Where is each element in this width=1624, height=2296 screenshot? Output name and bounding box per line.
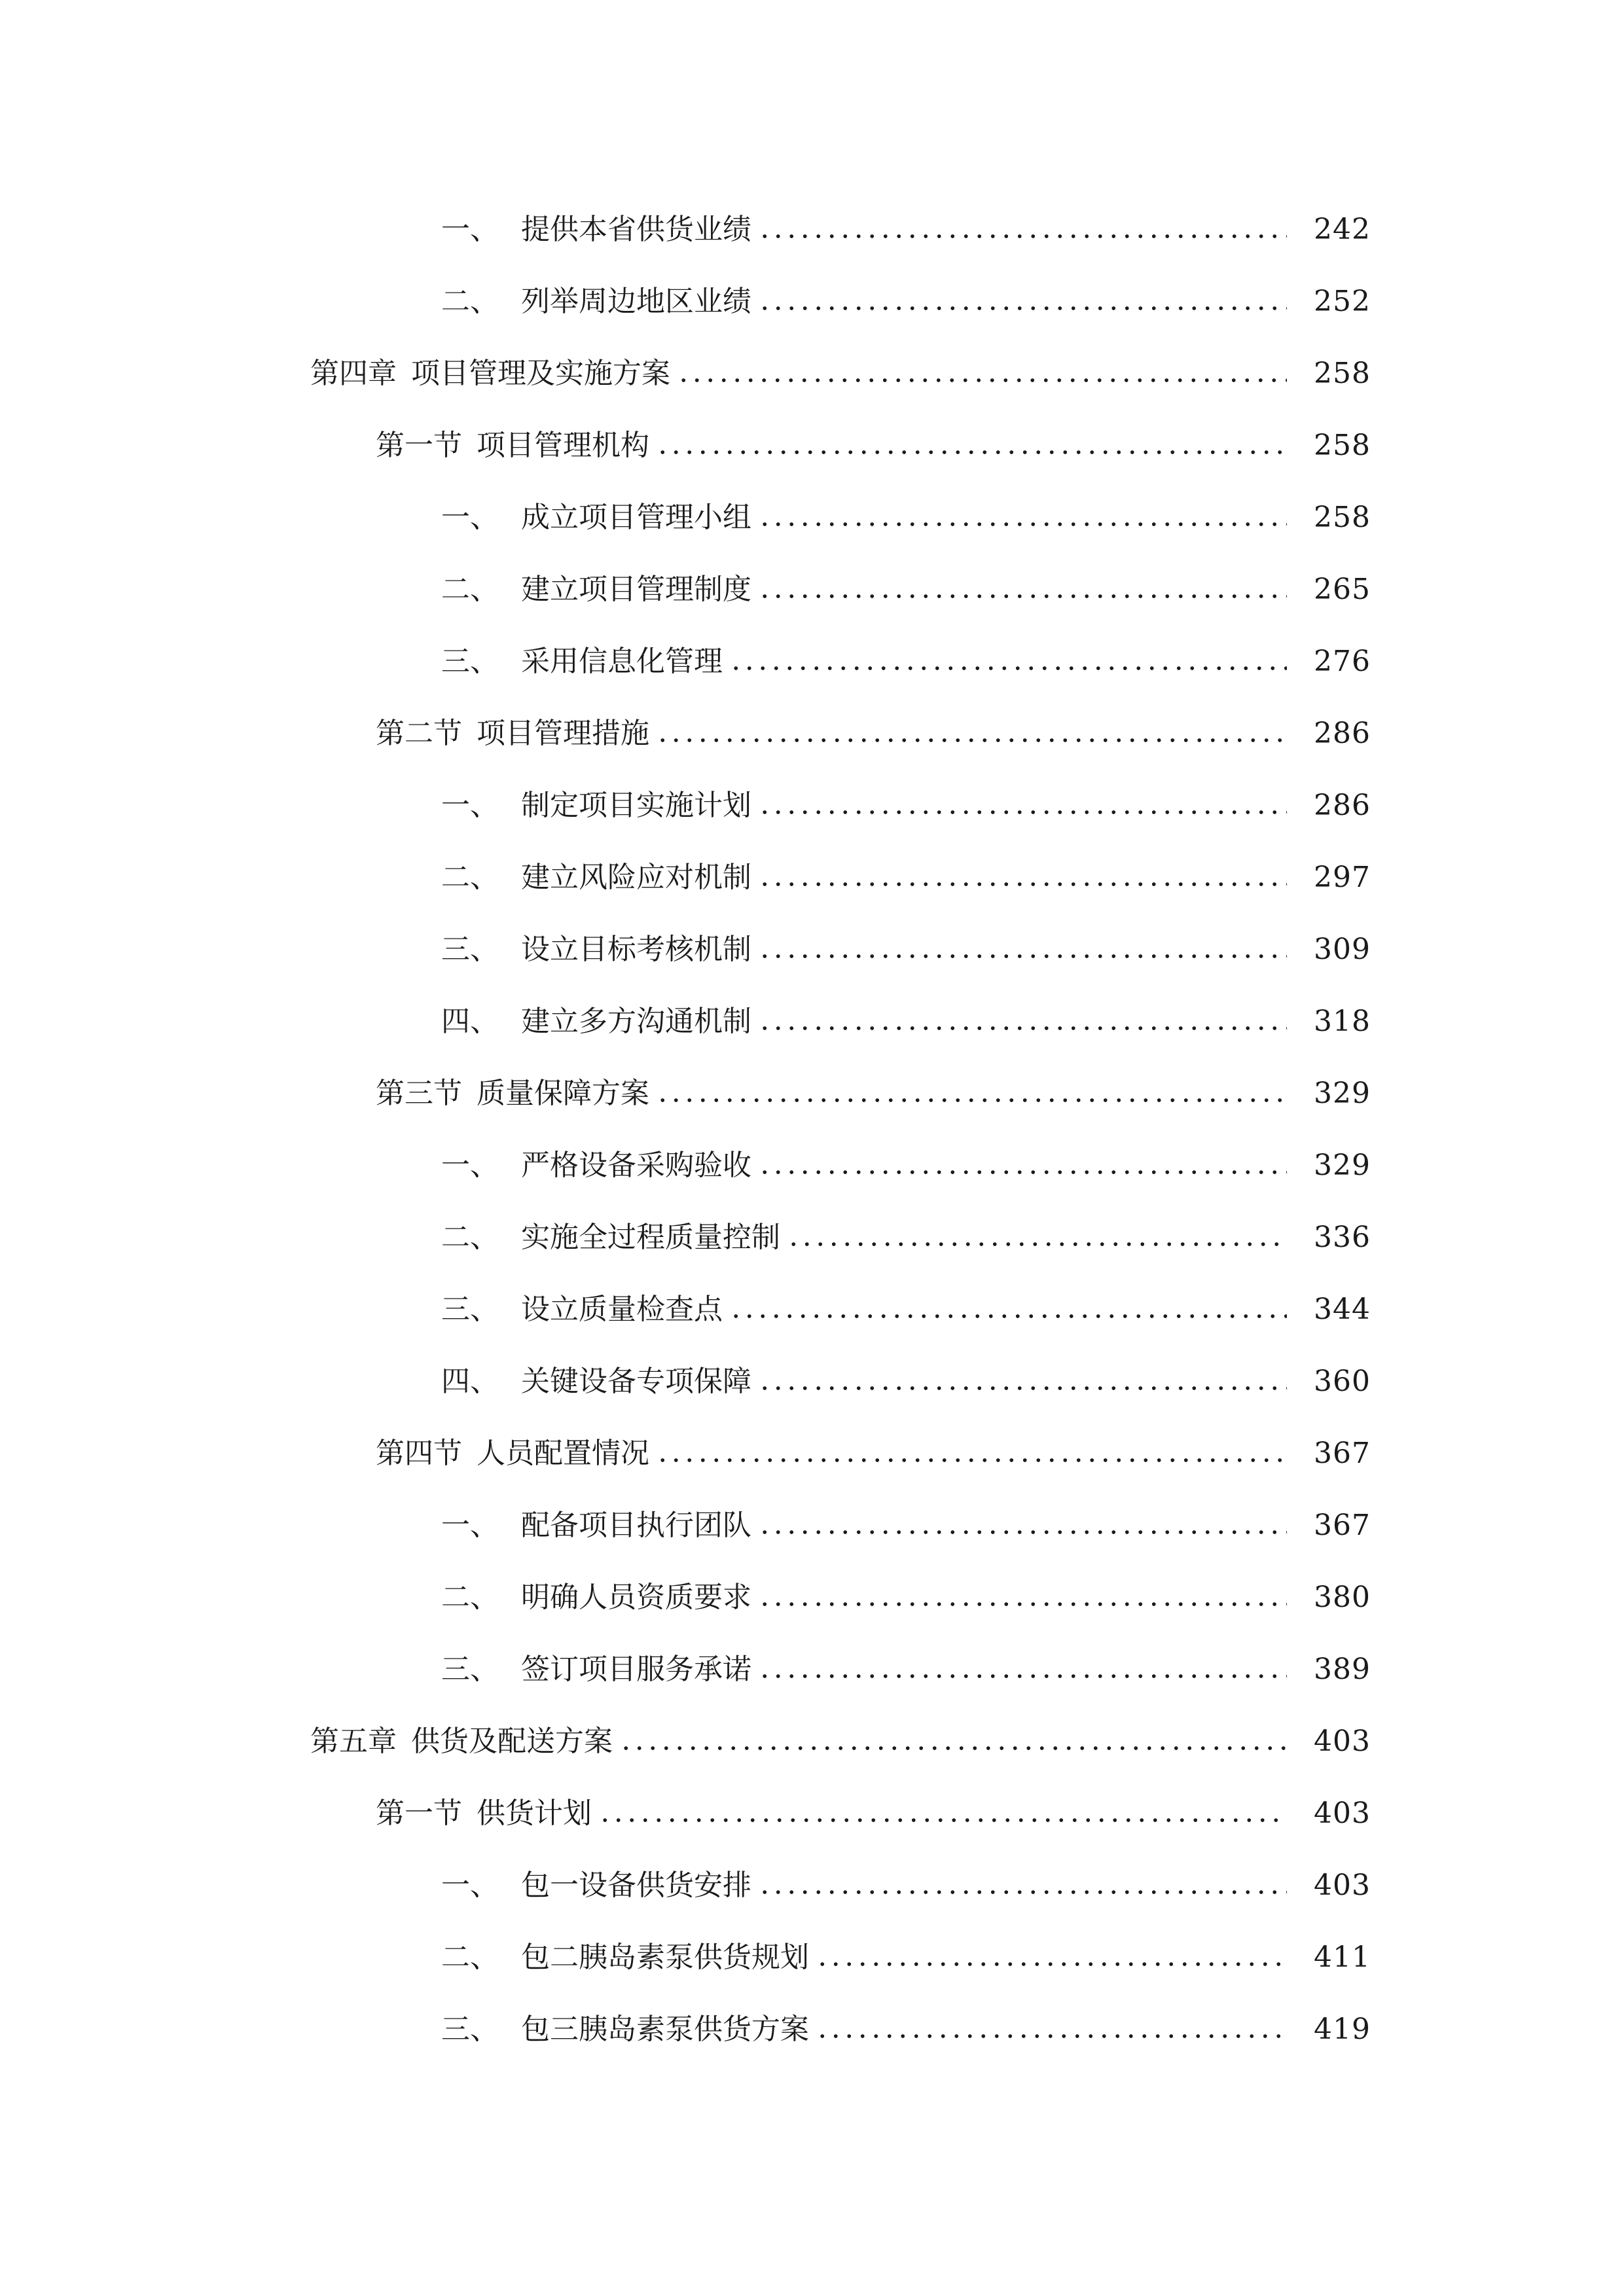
toc-entry[interactable] [0,194,1624,266]
toc-entry-marker: 二、 [441,861,499,894]
toc-entry-marker: 第四章 [310,357,397,390]
toc-entry-marker: 一、 [441,1149,499,1182]
toc-entry-title: 明确人员资质要求 [521,1581,751,1614]
toc-entry-title: 列举周边地区业绩 [521,285,751,318]
dot-leader [656,738,1287,742]
toc-entry-text [376,431,649,460]
dot-leader [677,378,1287,382]
toc-entry[interactable] [0,1850,1624,1922]
toc-entry[interactable] [0,1994,1624,2066]
toc-entry-text [441,575,751,604]
toc-entry-marker: 三、 [441,1293,499,1326]
toc-entry-page-number: 286 [1314,717,1371,750]
dot-leader [758,882,1287,886]
dot-leader [816,1962,1287,1966]
toc-entry-title: 严格设备采购验收 [521,1149,751,1182]
toc-entry-marker: 一、 [441,213,499,246]
toc-entry-title: 供货及配送方案 [411,1725,613,1758]
toc-entry-text [310,1727,613,1756]
toc-entry-title: 设立质量检查点 [521,1293,723,1326]
toc-entry-text [441,1511,751,1540]
toc-entry-text [376,1439,649,1468]
toc-entry-page-number: 309 [1314,933,1371,966]
toc-entry-title: 质量保障方案 [477,1077,649,1110]
toc-entry-page-number: 336 [1314,1221,1371,1254]
toc-entry-page-number: 258 [1314,429,1371,462]
toc-entry-text [441,1943,809,1972]
toc-entry-title: 建立项目管理制度 [521,573,751,606]
dot-leader [758,1170,1287,1174]
toc-entry-text [441,1655,751,1684]
toc-entry-page-number: 252 [1314,285,1371,318]
toc-entry-marker: 二、 [441,1941,499,1974]
toc-entry-page-number: 344 [1314,1293,1371,1326]
toc-entry-marker: 二、 [441,1221,499,1254]
toc-entry-title: 提供本省供货业绩 [521,213,751,246]
toc-entry-text [441,1583,751,1612]
dot-leader [758,954,1287,958]
dot-leader [619,1746,1287,1750]
dot-leader [656,1458,1287,1462]
toc-entry-page-number: 403 [1314,1869,1371,1902]
toc-entry-text [441,1367,751,1396]
dot-leader [656,1098,1287,1102]
dot-leader [758,1026,1287,1030]
toc-entry-title: 设立目标考核机制 [521,933,751,966]
toc-entry-page-number: 276 [1314,645,1371,678]
toc-entry[interactable] [0,1562,1624,1634]
toc-entry-title: 项目管理机构 [477,429,649,462]
toc-entry-page-number: 242 [1314,213,1371,246]
dot-leader [729,1314,1287,1318]
dot-leader [758,522,1287,526]
toc-entry-text [441,647,723,676]
dot-leader [758,1674,1287,1678]
toc-entry[interactable] [0,986,1624,1058]
toc-entry-marker: 二、 [441,285,499,318]
dot-leader [758,234,1287,238]
toc-entry-page-number: 258 [1314,357,1371,390]
toc-entry[interactable] [0,1274,1624,1346]
toc-entry-marker: 三、 [441,2013,499,2046]
toc-entry-text [441,1007,751,1036]
toc-entry-marker: 一、 [441,1509,499,1542]
toc-section-entry[interactable] [0,1058,1624,1130]
dot-leader [758,306,1287,310]
toc-entry-title: 成立项目管理小组 [521,501,751,534]
toc-section-entry[interactable] [0,698,1624,770]
toc-entry[interactable] [0,842,1624,914]
toc-entry-page-number: 403 [1314,1725,1371,1758]
toc-entry-title: 关键设备专项保障 [521,1365,751,1398]
toc-entry-text [441,791,751,820]
toc-entry-marker: 第一节 [376,429,462,462]
toc-section-entry[interactable] [0,1778,1624,1850]
toc-entry[interactable] [0,1346,1624,1418]
toc-entry[interactable] [0,1634,1624,1706]
toc-entry-text [376,1079,649,1108]
dot-leader [758,1890,1287,1894]
toc-entry-page-number: 367 [1314,1437,1371,1470]
toc-entry-marker: 三、 [441,933,499,966]
toc-entry[interactable] [0,914,1624,986]
toc-entry-text [441,863,751,892]
toc-entry-page-number: 367 [1314,1509,1371,1542]
toc-entry-marker: 第二节 [376,717,462,750]
dot-leader [758,1386,1287,1390]
toc-entry[interactable] [0,266,1624,338]
table-of-contents [0,194,1624,2066]
toc-entry-text [441,215,751,244]
toc-entry-title: 建立多方沟通机制 [521,1005,751,1038]
dot-leader [758,594,1287,598]
toc-entry-text [376,1799,592,1828]
toc-chapter-entry[interactable] [0,1706,1624,1778]
toc-entry-title: 实施全过程质量控制 [521,1221,780,1254]
toc-entry[interactable] [0,1130,1624,1202]
toc-entry-title: 项目管理措施 [477,717,649,750]
toc-entry[interactable] [0,1922,1624,1994]
toc-entry-page-number: 389 [1314,1653,1371,1686]
toc-entry-text [441,1295,723,1324]
toc-entry-page-number: 403 [1314,1797,1371,1830]
dot-leader [656,450,1287,454]
toc-entry-marker: 二、 [441,1581,499,1614]
dot-leader [787,1242,1287,1246]
dot-leader [816,2034,1287,2038]
toc-entry-title: 配备项目执行团队 [521,1509,751,1542]
toc-entry-marker: 一、 [441,1869,499,1902]
toc-entry[interactable] [0,1202,1624,1274]
toc-entry-text [441,1223,780,1252]
toc-entry-page-number: 329 [1314,1149,1371,1182]
toc-entry-page-number: 360 [1314,1365,1371,1398]
toc-entry-page-number: 318 [1314,1005,1371,1038]
toc-entry-text [441,503,751,532]
toc-entry-marker: 一、 [441,789,499,822]
toc-entry-marker: 四、 [441,1005,499,1038]
toc-entry[interactable] [0,482,1624,554]
toc-entry-marker: 四、 [441,1365,499,1398]
toc-entry-title: 建立风险应对机制 [521,861,751,894]
toc-entry-marker: 三、 [441,645,499,678]
toc-entry-title: 人员配置情况 [477,1437,649,1470]
toc-entry-marker: 第五章 [310,1725,397,1758]
toc-entry-marker: 第三节 [376,1077,462,1110]
toc-entry-title: 供货计划 [477,1797,592,1830]
toc-entry-text [310,359,670,388]
toc-entry-title: 项目管理及实施方案 [411,357,670,390]
toc-entry-title: 包三胰岛素泵供货方案 [521,2013,809,2046]
toc-entry-text [441,1871,751,1900]
dot-leader [758,1530,1287,1534]
toc-entry-page-number: 419 [1314,2013,1371,2046]
toc-entry-title: 制定项目实施计划 [521,789,751,822]
toc-entry[interactable] [0,626,1624,698]
toc-entry-marker: 二、 [441,573,499,606]
toc-entry[interactable] [0,1490,1624,1562]
dot-leader [729,666,1287,670]
toc-entry-page-number: 286 [1314,789,1371,822]
toc-entry-page-number: 380 [1314,1581,1371,1614]
toc-entry-text [441,935,751,964]
toc-entry-title: 采用信息化管理 [521,645,723,678]
toc-entry-page-number: 265 [1314,573,1371,606]
toc-entry-marker: 第四节 [376,1437,462,1470]
toc-section-entry[interactable] [0,410,1624,482]
toc-entry-title: 签订项目服务承诺 [521,1653,751,1686]
toc-entry-marker: 第一节 [376,1797,462,1830]
toc-entry-title: 包二胰岛素泵供货规划 [521,1941,809,1974]
toc-section-entry[interactable] [0,1418,1624,1490]
toc-entry-page-number: 329 [1314,1077,1371,1110]
toc-entry-text [441,2015,809,2044]
toc-entry[interactable] [0,770,1624,842]
toc-entry-text [441,287,751,316]
toc-entry-marker: 一、 [441,501,499,534]
dot-leader [758,1602,1287,1606]
toc-entry-page-number: 297 [1314,861,1371,894]
toc-entry-text [376,719,649,748]
dot-leader [758,810,1287,814]
toc-entry-page-number: 258 [1314,501,1371,534]
toc-entry-marker: 三、 [441,1653,499,1686]
toc-chapter-entry[interactable] [0,338,1624,410]
toc-entry-text [441,1151,751,1180]
toc-entry-page-number: 411 [1314,1941,1371,1974]
toc-entry-title: 包一设备供货安排 [521,1869,751,1902]
dot-leader [598,1818,1287,1822]
toc-entry[interactable] [0,554,1624,626]
